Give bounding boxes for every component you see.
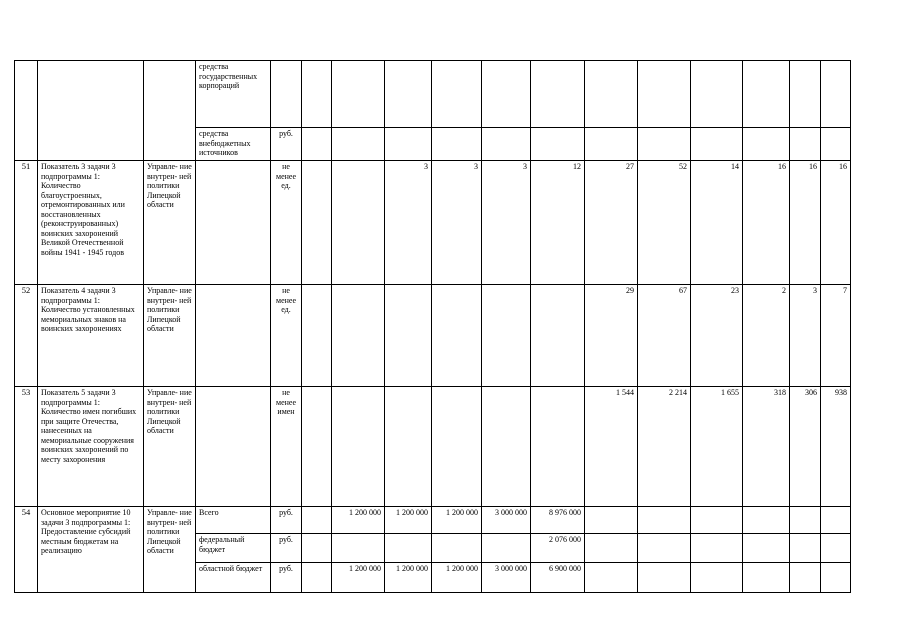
value-cell: 3 000 000 xyxy=(482,507,531,534)
unit-cell: руб. xyxy=(271,507,302,534)
value-cell: 1 200 000 xyxy=(332,507,385,534)
funding-source-cell: средства государственных корпораций xyxy=(196,61,271,128)
funding-source-cell: Всего xyxy=(196,507,271,534)
table-row xyxy=(15,507,851,534)
value-cell xyxy=(302,534,332,563)
value-cell: 2 xyxy=(743,285,790,387)
value-cell xyxy=(302,387,332,507)
indicator-name-cell: Показатель 3 задачи 3 подпрограммы 1: Количество благоустроенных, отремонтированных или восстановленных (реконструированных) воинских захоронений Великой Отечественной войны 1941 - 1945 годов xyxy=(38,161,144,285)
unit-cell: не менее ед. xyxy=(271,161,302,285)
unit-cell: руб. xyxy=(271,128,302,161)
value-cell xyxy=(638,507,691,534)
value-cell xyxy=(691,563,743,593)
value-cell xyxy=(790,534,821,563)
value-cell xyxy=(638,563,691,593)
value-cell xyxy=(482,534,531,563)
unit-cell: руб. xyxy=(271,563,302,593)
value-cell: 27 xyxy=(585,161,638,285)
value-cell: 29 xyxy=(585,285,638,387)
row-number-cell: 53 xyxy=(15,387,38,507)
value-cell: 3 xyxy=(432,161,482,285)
value-cell xyxy=(585,534,638,563)
value-cell xyxy=(385,387,432,507)
value-cell: 3 xyxy=(385,161,432,285)
value-cell: 52 xyxy=(638,161,691,285)
funding-source-cell: областной бюджет xyxy=(196,563,271,593)
value-cell: 2 076 000 xyxy=(531,534,585,563)
value-cell xyxy=(332,387,385,507)
value-cell xyxy=(790,563,821,593)
value-cell: 16 xyxy=(743,161,790,285)
value-cell xyxy=(638,534,691,563)
value-cell: 2 214 xyxy=(638,387,691,507)
value-cell: 1 200 000 xyxy=(385,507,432,534)
funding-source-cell xyxy=(196,387,271,507)
value-cell xyxy=(585,563,638,593)
value-cell xyxy=(432,534,482,563)
value-cell: 938 xyxy=(821,387,851,507)
value-cell: 1 200 000 xyxy=(332,563,385,593)
row-number-cell: 52 xyxy=(15,285,38,387)
program-indicators-table xyxy=(14,60,851,593)
value-cell: 3 000 000 xyxy=(482,563,531,593)
indicator-name-cell: Показатель 4 задачи 3 подпрограммы 1: Количество установленных мемориальных знаков на воинских захоронениях xyxy=(38,285,144,387)
value-cell xyxy=(531,285,585,387)
value-cell xyxy=(302,563,332,593)
value-cell: 318 xyxy=(743,387,790,507)
value-cell: 23 xyxy=(691,285,743,387)
value-cell xyxy=(691,534,743,563)
value-cell: 16 xyxy=(790,161,821,285)
value-cell xyxy=(743,534,790,563)
value-cell xyxy=(482,387,531,507)
value-cell: 16 xyxy=(821,161,851,285)
value-cell xyxy=(432,285,482,387)
value-cell: 1 200 000 xyxy=(432,507,482,534)
value-cell xyxy=(302,285,332,387)
row-number-cell: 54 xyxy=(15,507,38,593)
value-cell xyxy=(385,534,432,563)
value-cell: 14 xyxy=(691,161,743,285)
value-cell xyxy=(332,285,385,387)
value-cell: 3 xyxy=(790,285,821,387)
executor-cell: Управле- ние внутрен- ней политики Липецкой области xyxy=(144,285,196,387)
value-cell xyxy=(691,507,743,534)
value-cell: 1 655 xyxy=(691,387,743,507)
value-cell xyxy=(302,161,332,285)
indicator-name-cell xyxy=(38,61,144,161)
value-cell xyxy=(385,285,432,387)
executor-cell: Управле- ние внутрен- ней политики Липецкой области xyxy=(144,387,196,507)
row-number-cell xyxy=(15,61,38,161)
funding-source-cell xyxy=(196,285,271,387)
value-cell: 6 900 000 xyxy=(531,563,585,593)
table-row xyxy=(15,285,851,387)
funding-source-cell: средства внебюджетных источников xyxy=(196,128,271,161)
row-number-cell: 51 xyxy=(15,161,38,285)
indicator-name-cell: Основное мероприятие 10 задачи 3 подпрограммы 1: Предоставление субсидий местным бюджетам на реализацию xyxy=(38,507,144,593)
executor-cell: Управле- ние внутрен- ней политики Липецкой области xyxy=(144,507,196,593)
table-row xyxy=(15,387,851,507)
value-cell: 8 976 000 xyxy=(531,507,585,534)
value-cell: 7 xyxy=(821,285,851,387)
indicator-name-cell: Показатель 5 задачи 3 подпрограммы 1: Количество имен погибших при защите Отечества, нанесенных на мемориальные сооружения воинских захоронений по месту захоронения xyxy=(38,387,144,507)
value-cell xyxy=(482,285,531,387)
value-cell: 67 xyxy=(638,285,691,387)
value-cell xyxy=(585,507,638,534)
value-cell xyxy=(743,507,790,534)
unit-cell: руб. xyxy=(271,534,302,563)
value-cell: 1 544 xyxy=(585,387,638,507)
funding-source-cell xyxy=(196,161,271,285)
value-cell xyxy=(332,161,385,285)
value-cell xyxy=(531,387,585,507)
value-cell xyxy=(332,534,385,563)
table-row xyxy=(15,161,851,285)
value-cell: 3 xyxy=(482,161,531,285)
executor-cell xyxy=(144,61,196,161)
table-row xyxy=(15,61,851,128)
unit-cell: не менее ед. xyxy=(271,285,302,387)
value-cell xyxy=(432,387,482,507)
value-cell: 306 xyxy=(790,387,821,507)
value-cell xyxy=(790,507,821,534)
value-cell xyxy=(302,507,332,534)
value-cell: 12 xyxy=(531,161,585,285)
value-cell: 1 200 000 xyxy=(385,563,432,593)
value-cell: 1 200 000 xyxy=(432,563,482,593)
unit-cell xyxy=(271,61,302,128)
executor-cell: Управле- ние внутрен- ней политики Липецкой области xyxy=(144,161,196,285)
funding-source-cell: федеральный бюджет xyxy=(196,534,271,563)
unit-cell: не менее имен xyxy=(271,387,302,507)
value-cell xyxy=(743,563,790,593)
